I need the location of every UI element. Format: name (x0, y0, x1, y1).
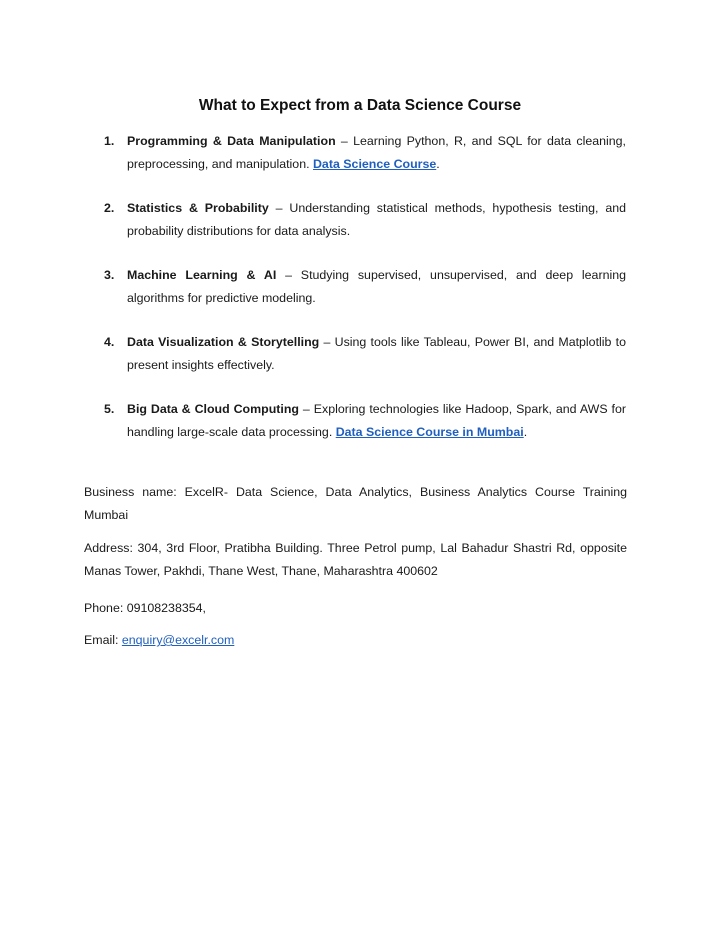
list-item-text: – Understanding statistical methods, hypothesis testing, and probability distributions for data analysis. (127, 201, 626, 238)
list-item-number: 4. (104, 335, 115, 349)
list-item (84, 197, 626, 243)
list-item-number: 3. (104, 268, 115, 282)
list-item-heading: Programming & Data Manipulation (127, 134, 336, 148)
business-phone: Phone: 09108238354, (84, 601, 206, 615)
list-item-heading: Big Data & Cloud Computing (127, 402, 299, 416)
list-item (84, 398, 626, 444)
business-name: Business name: ExcelR- Data Science, Data Analytics, Business Analytics Course Training Mumbai (84, 485, 627, 522)
list-item-trailing: . (523, 425, 528, 439)
course-topics-list (84, 130, 626, 465)
list-item-text: – Using tools like Tableau, Power BI, and Matplotlib to present insights effectively. (127, 335, 626, 372)
business-email (84, 629, 627, 652)
email-label: Email: (84, 633, 122, 647)
list-item-heading: Statistics & Probability (127, 201, 269, 215)
list-item (84, 130, 626, 176)
list-item-heading: Data Visualization & Storytelling (127, 335, 320, 349)
data-science-course-mumbai-link[interactable]: Data Science Course in Mumbai (335, 425, 524, 439)
data-science-course-link[interactable]: Data Science Course (312, 157, 437, 171)
list-item-text: – Learning Python, R, and SQL for data cleaning, preprocessing, and manipulation. (127, 134, 626, 171)
list-item-text: – Exploring technologies like Hadoop, Spark, and AWS for handling large-scale data processing. (127, 402, 626, 439)
document-title: What to Expect from a Data Science Course (198, 97, 522, 114)
email-link[interactable]: enquiry@excelr.com (121, 633, 235, 647)
list-item (84, 264, 626, 310)
list-item-number: 1. (104, 134, 115, 148)
list-item-number: 2. (104, 201, 115, 215)
list-item-heading: Machine Learning & AI (127, 268, 277, 282)
business-address: Address: 304, 3rd Floor, Pratibha Building. Three Petrol pump, Lal Bahadur Shastri Rd, opposite Manas Tower, Pakhdi, Thane West, Thane, Maharashtra 400602 (84, 541, 627, 578)
list-item (84, 331, 626, 377)
list-item-trailing: . (436, 157, 440, 171)
list-item-number: 5. (104, 402, 115, 416)
list-item-text: – Studying supervised, unsupervised, and deep learning algorithms for predictive modeling. (127, 268, 626, 305)
